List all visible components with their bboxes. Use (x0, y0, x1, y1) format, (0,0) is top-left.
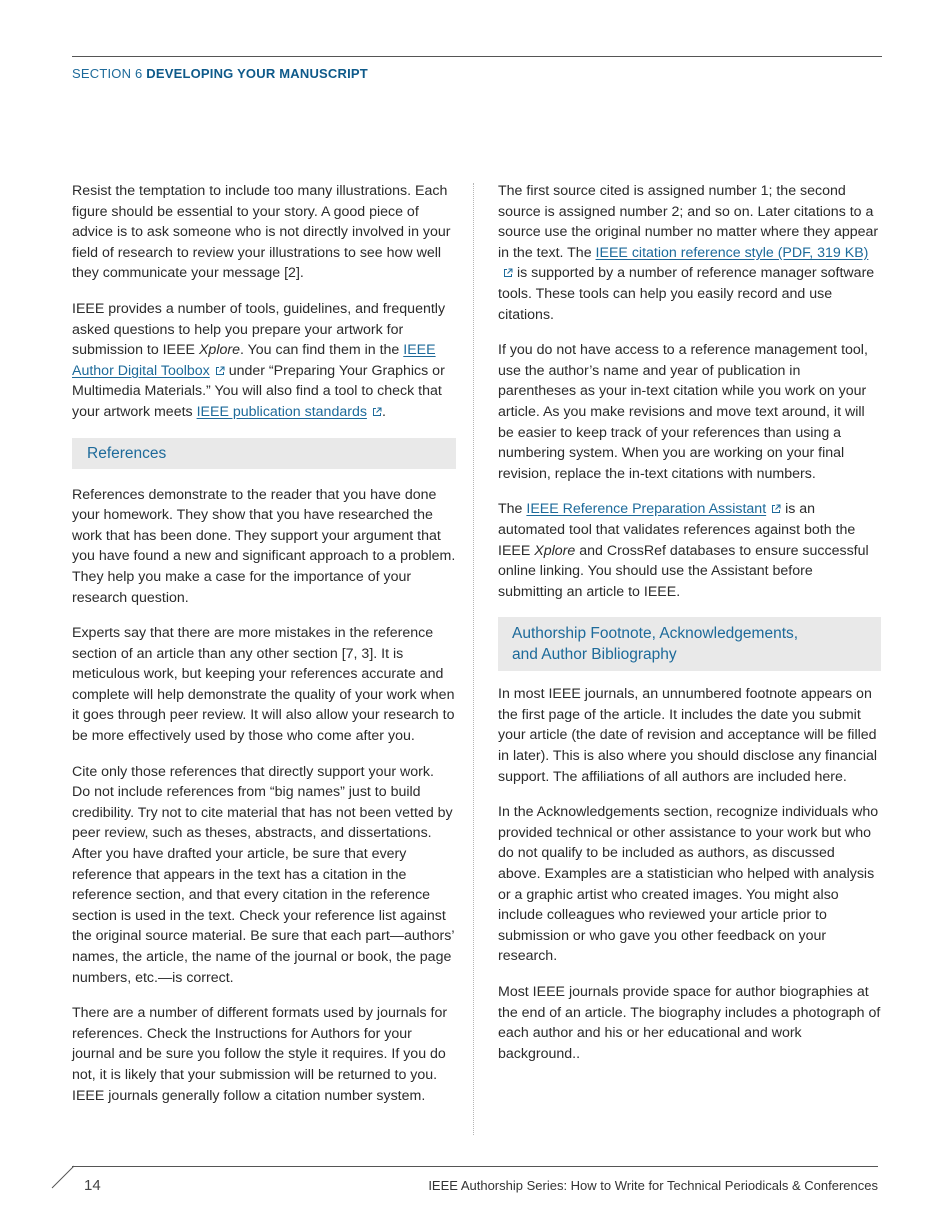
publication-standards-link[interactable]: IEEE publication standards (196, 403, 367, 420)
series-title: IEEE Authorship Series: How to Write for Technical Periodicals & Conferences (428, 1178, 878, 1193)
paragraph: In most IEEE journals, an unnumbered footnote appears on the first page of the article. It includes the date you submit your article (the date of revision and acceptance will be filled in later). This is also where you should disclose any financial support. The affiliations of all authors are included here. (498, 686, 878, 785)
section-title: DEVELOPING YOUR MANUSCRIPT (146, 66, 368, 81)
authorship-heading (498, 617, 881, 671)
external-link-icon[interactable] (215, 366, 225, 376)
paragraph: IEEE provides a number of tools, guidelines, and frequently asked questions to help you prepare your artwork for submission to IEEE Xplore. You can find them in the IEEE Author Digital Toolbox under “Preparing Your Graphics or Multimedia Materials.” You will also find a tool to check that your artwork meets IEEE publication standards . (72, 300, 446, 420)
paragraph: If you do not have access to a reference management tool, use the author’s name and year of publication in parentheses as your in-text citation while you work on your article. As you make revisions and move text around, it will be easier to keep track of your references than using a numbering system. When you are working on your final revision, replace the in-text citations with numbers. (498, 342, 868, 482)
paragraph: The IEEE Reference Preparation Assistant is an automated tool that validates references against both the IEEE Xplore and CrossRef databases to ensure successful online linking. You should use the Assistant before submitting an article to IEEE. (498, 501, 869, 600)
paragraph: The first source cited is assigned number 1; the second source is assigned number 2; and so on. Later citations to a source use the original number no matter where they appear in the text. The IEEE citation reference style (PDF, 319 KB) is supported by a number of reference manager software tools. These tools can help you easily record and use citations. (498, 183, 879, 323)
left-column (72, 181, 456, 1121)
footer-slash-mark (48, 1164, 78, 1190)
paragraph: In the Acknowledgements section, recognize individuals who provided technical or other assistance to your work but who do not qualify to be included as authors, as discussed above. Examples are a statistician who helped with analysis or a graphic artist who created images. You might also include colleagues who reviewed your article prior to submission or who gave you other feedback on your research. (498, 804, 879, 965)
paragraph: Resist the temptation to include too many illustrations. Each figure should be essential to your story. A good piece of advice is to ask someone who is not directly involved in your field of research to review your illustrations to see how well they communicate your message [2]. (72, 183, 451, 282)
authorship-heading-line: and Author Bibliography (512, 646, 677, 664)
citation-style-link[interactable]: IEEE citation reference style (PDF, 319 KB) (595, 244, 869, 261)
reference-preparation-assistant-link[interactable]: IEEE Reference Preparation Assistant (526, 501, 767, 518)
external-link-icon[interactable] (503, 268, 513, 278)
external-link-icon[interactable] (372, 407, 382, 417)
section-label: SECTION 6 (72, 66, 143, 81)
paragraph: Cite only those references that directly support your work. Do not include references from “big names” just to build credibility. Try not to cite material that has not been vetted by peer review, such as theses, abstracts, and dissertations. After you have drafted your article, be sure that every reference that appears in the text has a citation in the reference section, and that every citation in the reference section is used in the text. Check your reference list against the original source material. Be sure that each part—authors’ names, the article, the name of the journal or book, the page numbers, etc.—is correct. (72, 763, 454, 986)
footer-rule (72, 1166, 878, 1167)
references-heading: References (72, 438, 456, 469)
paragraph: Experts say that there are more mistakes in the reference section of an article than any other section [7, 3]. It is meticulous work, but keeping your references accurate and complete will help demonstrate the quality of your work when it goes through peer review. It will also allow your research to be more effectively used by those who come after you. (72, 625, 455, 745)
external-link-icon[interactable] (771, 504, 781, 514)
column-divider (473, 183, 474, 1135)
paragraph: References demonstrate to the reader that you have done your homework. They show that you have researched the work that has been done. They support your argument that you have found a new and significant approach to a problem. They help you make a case for the importance of your research question. (72, 486, 456, 606)
paragraph: There are a number of different formats used by journals for references. Check the Instructions for Authors for your journal and be sure you follow the style it requires. If you do not, it is likely that your submission will be returned to you. IEEE journals generally follow a citation number system. (72, 1005, 448, 1104)
right-column (498, 181, 881, 1079)
header-rule (72, 56, 882, 57)
author-digital-toolbox-link[interactable]: IEEE Author Digital Toolbox (72, 342, 436, 379)
paragraph: Most IEEE journals provide space for author biographies at the end of an article. The biography includes a photograph of each author and his or her educational and work background.. (498, 984, 881, 1062)
section-header (72, 66, 368, 81)
page-number: 14 (84, 1177, 101, 1194)
authorship-heading-line: Authorship Footnote, Acknowledgements, (512, 625, 799, 643)
